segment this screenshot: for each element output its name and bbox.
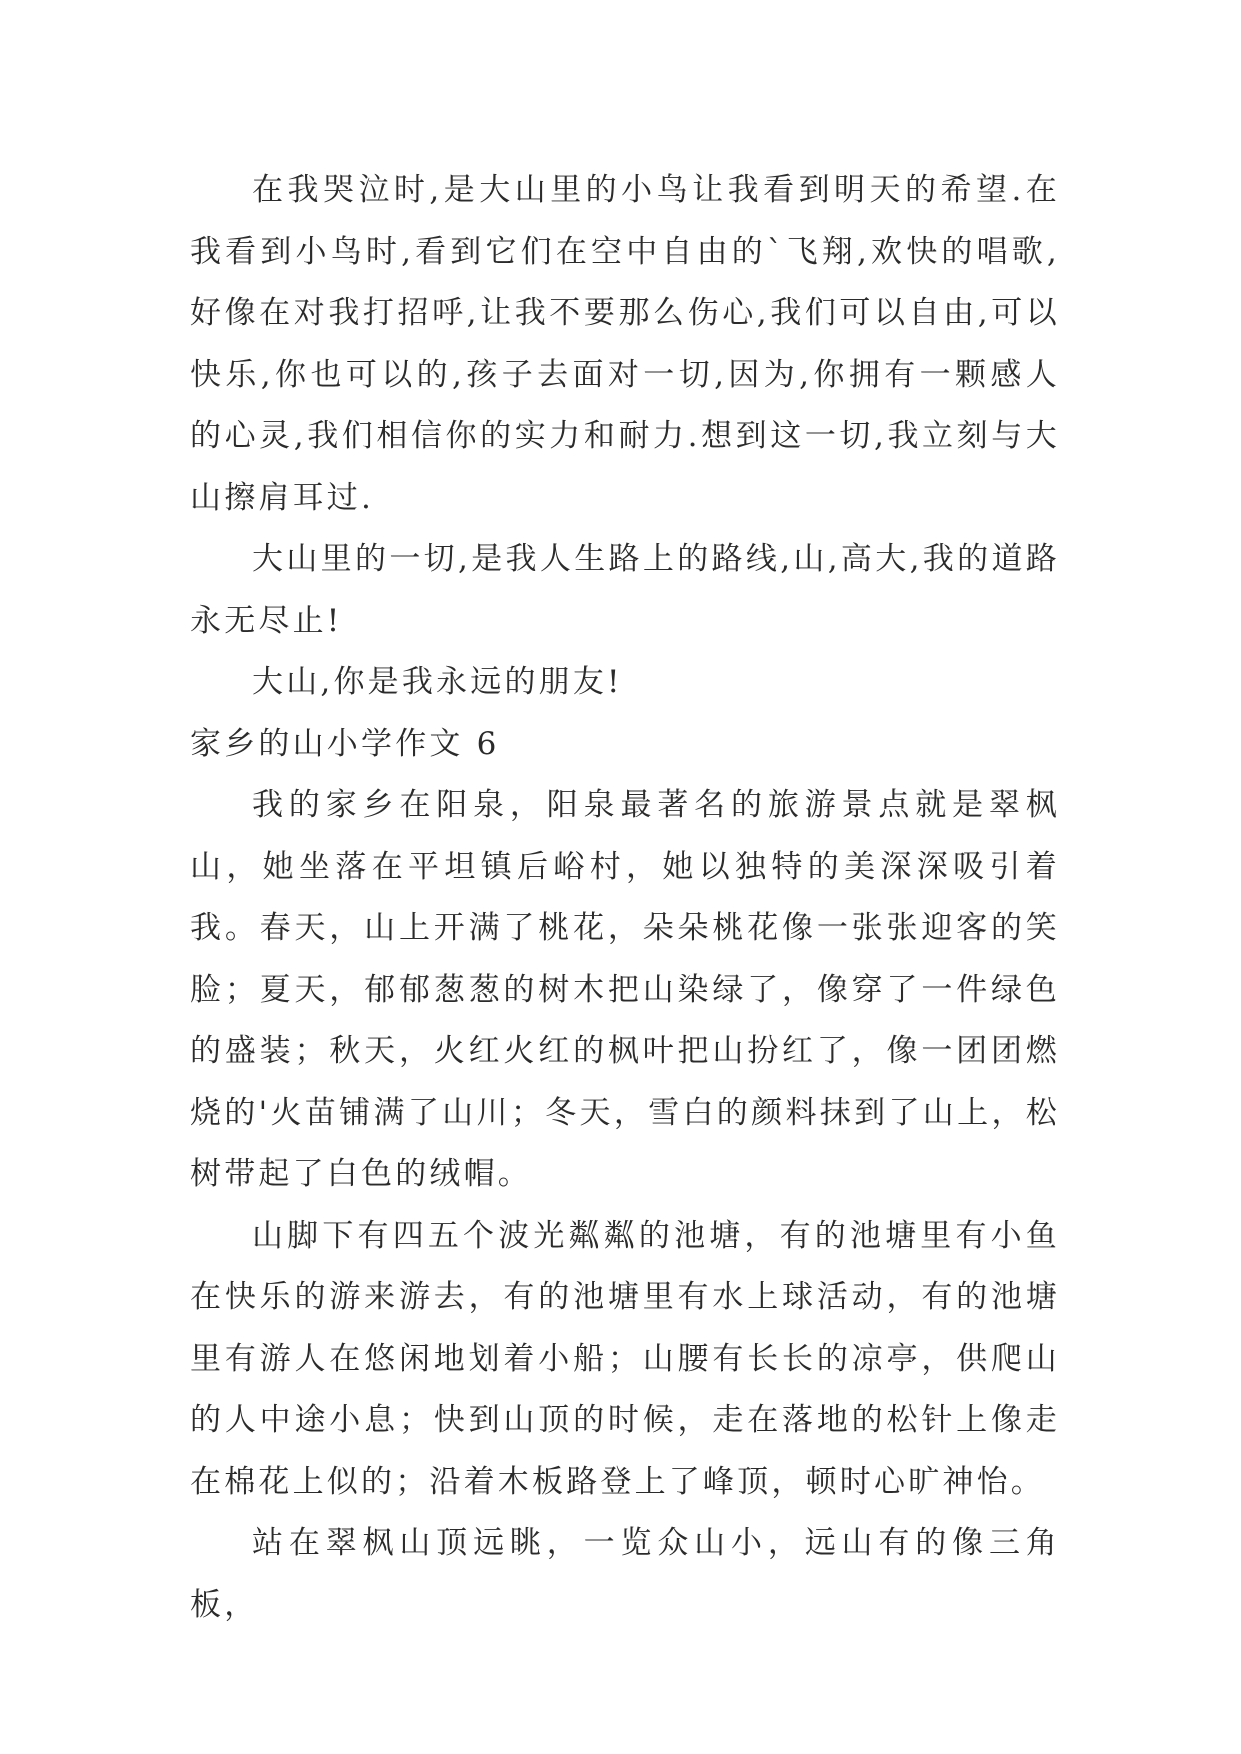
paragraph: 大山,你是我永远的朋友! xyxy=(252,664,623,700)
paragraph: 我的家乡在阳泉，阳泉最著名的旅游景点就是翠枫山，她坐落在平坦镇后峪村，她以独特的美深深吸引着我。春天，山上开满了桃花，朵朵桃花像一张张迎客的笑脸；夏天，郁郁葱葱的树木把山染绿了，像穿了一件绿色的盛装；秋天，火红火红的枫叶把山扮红了，像一团团燃烧的'火苗铺满了山川；冬天，雪白的颜料抹到了山上，松树带起了白色的绒帽。 xyxy=(190,787,1060,1192)
document-page xyxy=(190,160,1060,1636)
paragraph: 站在翠枫山顶远眺，一览众山小，远山有的像三角板， xyxy=(190,1525,1060,1623)
section-title: 家乡的山小学作文 6 xyxy=(190,725,500,762)
paragraph: 在我哭泣时,是大山里的小鸟让我看到明天的希望.在我看到小鸟时,看到它们在空中自由的`飞翔,欢快的唱歌,好像在对我打招呼,让我不要那么伤心,我们可以自由,可以快乐,你也可以的,孩子去面对一切,因为,你拥有一颗感人的心灵,我们相信你的实力和耐力.想到这一切,我立刻与大山擦肩耳过. xyxy=(190,172,1060,516)
paragraph: 山脚下有四五个波光粼粼的池塘，有的池塘里有小鱼在快乐的游来游去，有的池塘里有水上球活动，有的池塘里有游人在悠闲地划着小船；山腰有长长的凉亭，供爬山的人中途小息；快到山顶的时候，走在落地的松针上像走在棉花上似的；沿着木板路登上了峰顶，顿时心旷神怡。 xyxy=(190,1217,1060,1500)
paragraph: 大山里的一切,是我人生路上的路线,山,高大,我的道路永无尽止! xyxy=(190,541,1060,639)
